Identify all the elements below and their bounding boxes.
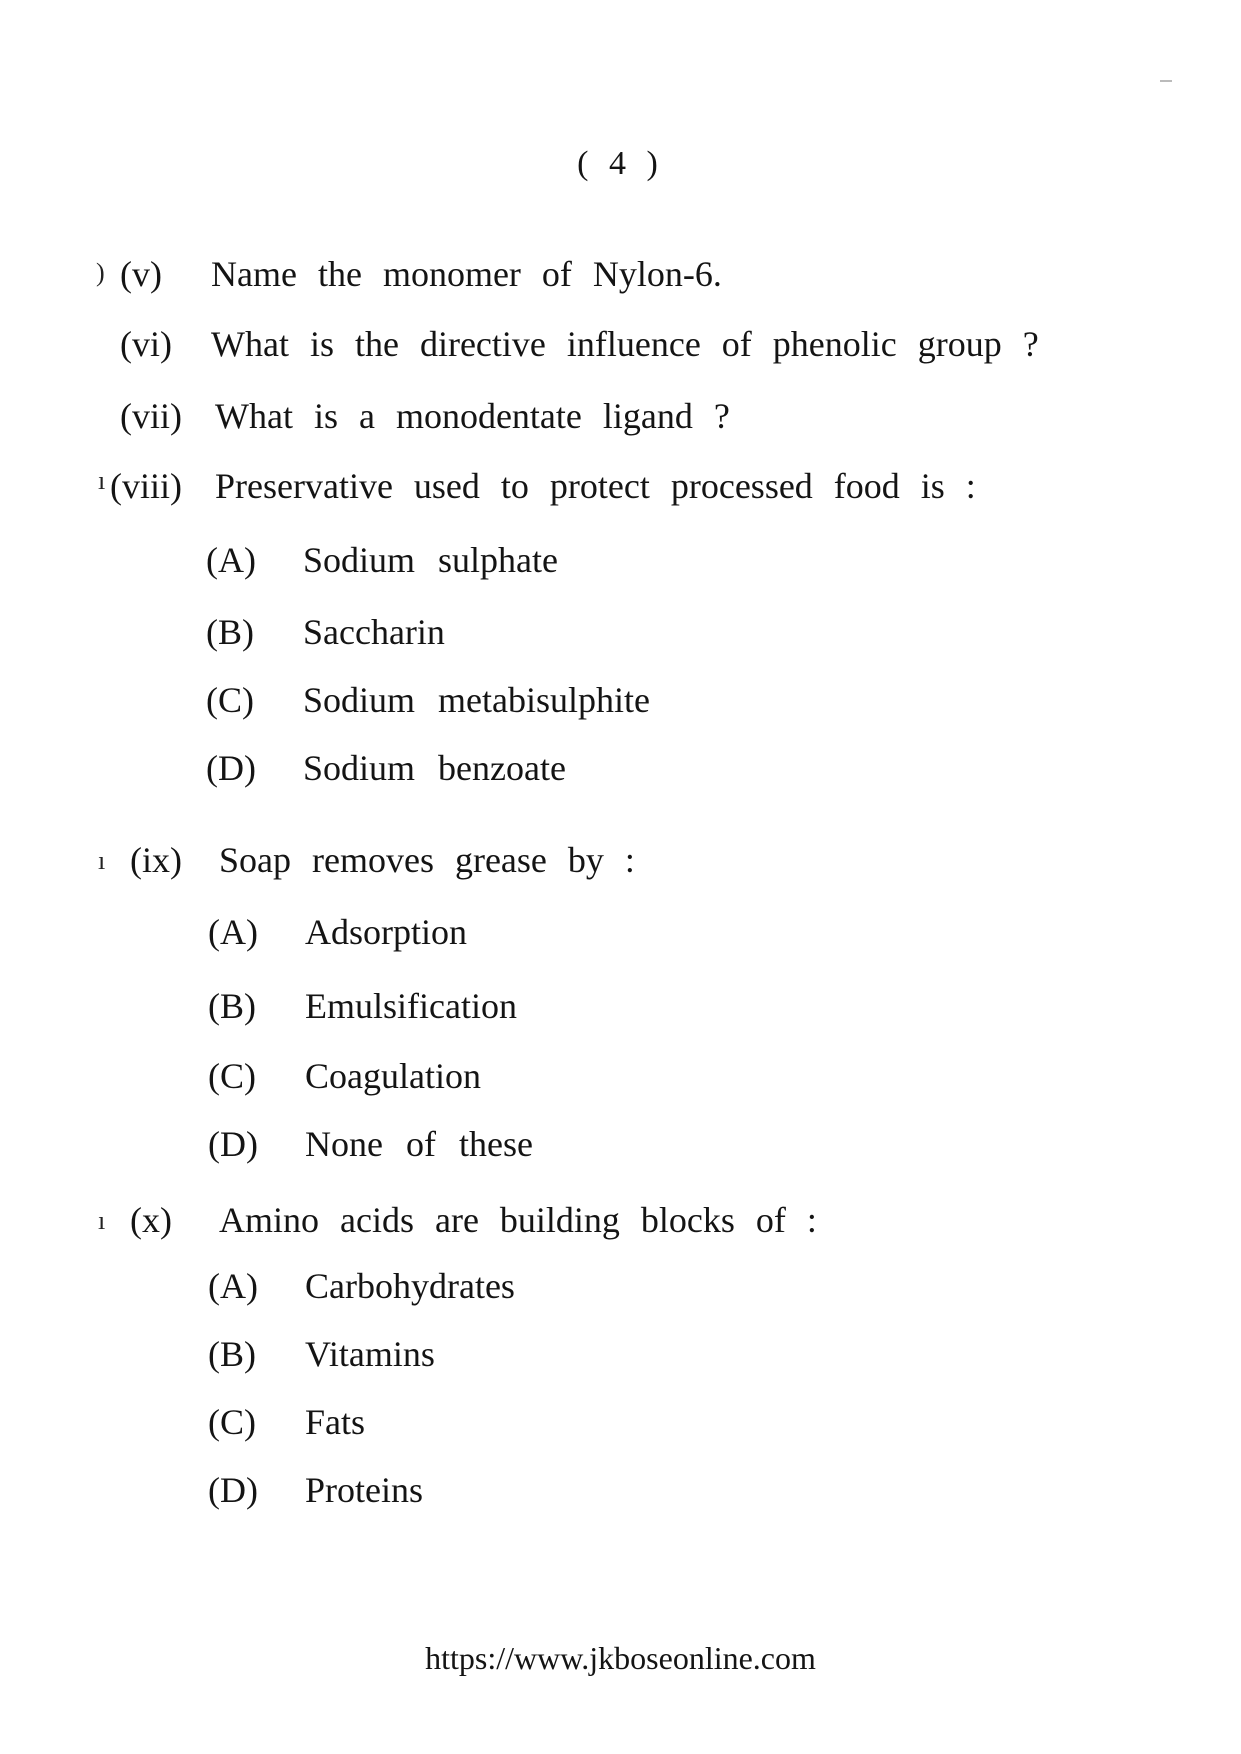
question-number: (vii) [120, 396, 182, 436]
question-text: Soap removes grease by : [219, 840, 635, 880]
option-letter: (B) [208, 1334, 256, 1374]
option-ix-a [208, 910, 467, 954]
question-ix [130, 838, 635, 882]
option-viii-c [206, 678, 650, 722]
question-vi [120, 322, 1039, 366]
question-number: (ix) [130, 840, 182, 880]
option-text: Coagulation [305, 1056, 481, 1096]
option-x-b [208, 1332, 435, 1376]
option-text: Emulsification [305, 986, 517, 1026]
option-ix-b [208, 984, 517, 1028]
option-text: Carbohydrates [305, 1266, 515, 1306]
option-letter: (C) [206, 680, 254, 720]
question-number: (x) [130, 1200, 172, 1240]
option-letter: (B) [208, 986, 256, 1026]
option-viii-b [206, 610, 445, 654]
option-text: Adsorption [305, 912, 467, 952]
option-text: Vitamins [305, 1334, 435, 1374]
question-text: Name the monomer of Nylon-6. [211, 254, 722, 294]
scan-artifact [1160, 80, 1172, 82]
option-text: Proteins [305, 1470, 424, 1510]
option-text: Fats [305, 1402, 366, 1442]
option-letter: (A) [206, 540, 256, 580]
question-number: (viii) [110, 466, 182, 506]
question-x [130, 1198, 817, 1242]
margin-tick: ) [96, 258, 105, 287]
margin-tick: ı [98, 1206, 106, 1235]
option-text: Sodium benzoate [303, 748, 566, 788]
question-v [120, 252, 722, 296]
option-letter: (A) [208, 1266, 258, 1306]
question-viii [110, 464, 976, 508]
question-text: What is a monodentate ligand ? [215, 396, 730, 436]
page-number: ( 4 ) [577, 145, 664, 182]
margin-tick: ı [98, 846, 106, 875]
option-x-c [208, 1400, 365, 1444]
option-ix-d [208, 1122, 533, 1166]
margin-tick: ı [98, 466, 106, 495]
option-letter: (C) [208, 1056, 256, 1096]
question-number: (v) [120, 254, 162, 294]
option-x-d [208, 1468, 423, 1512]
option-letter: (D) [208, 1124, 258, 1164]
option-text: Sodium metabisulphite [303, 680, 650, 720]
option-text: Saccharin [303, 612, 445, 652]
option-letter: (D) [208, 1470, 258, 1510]
footer-url[interactable]: https://www.jkboseonline.com [425, 1640, 816, 1676]
option-text: Sodium sulphate [303, 540, 558, 580]
option-letter: (D) [206, 748, 256, 788]
option-x-a [208, 1264, 515, 1308]
option-viii-d [206, 746, 566, 790]
option-letter: (B) [206, 612, 254, 652]
question-vii [120, 394, 730, 438]
option-ix-c [208, 1054, 481, 1098]
question-number: (vi) [120, 324, 172, 364]
question-text: What is the directive influence of phenolic group ? [211, 324, 1039, 364]
option-letter: (C) [208, 1402, 256, 1442]
question-text: Amino acids are building blocks of : [219, 1200, 817, 1240]
option-letter: (A) [208, 912, 258, 952]
option-viii-a [206, 538, 558, 582]
option-text: None of these [305, 1124, 533, 1164]
question-text: Preservative used to protect processed food is : [215, 466, 976, 506]
